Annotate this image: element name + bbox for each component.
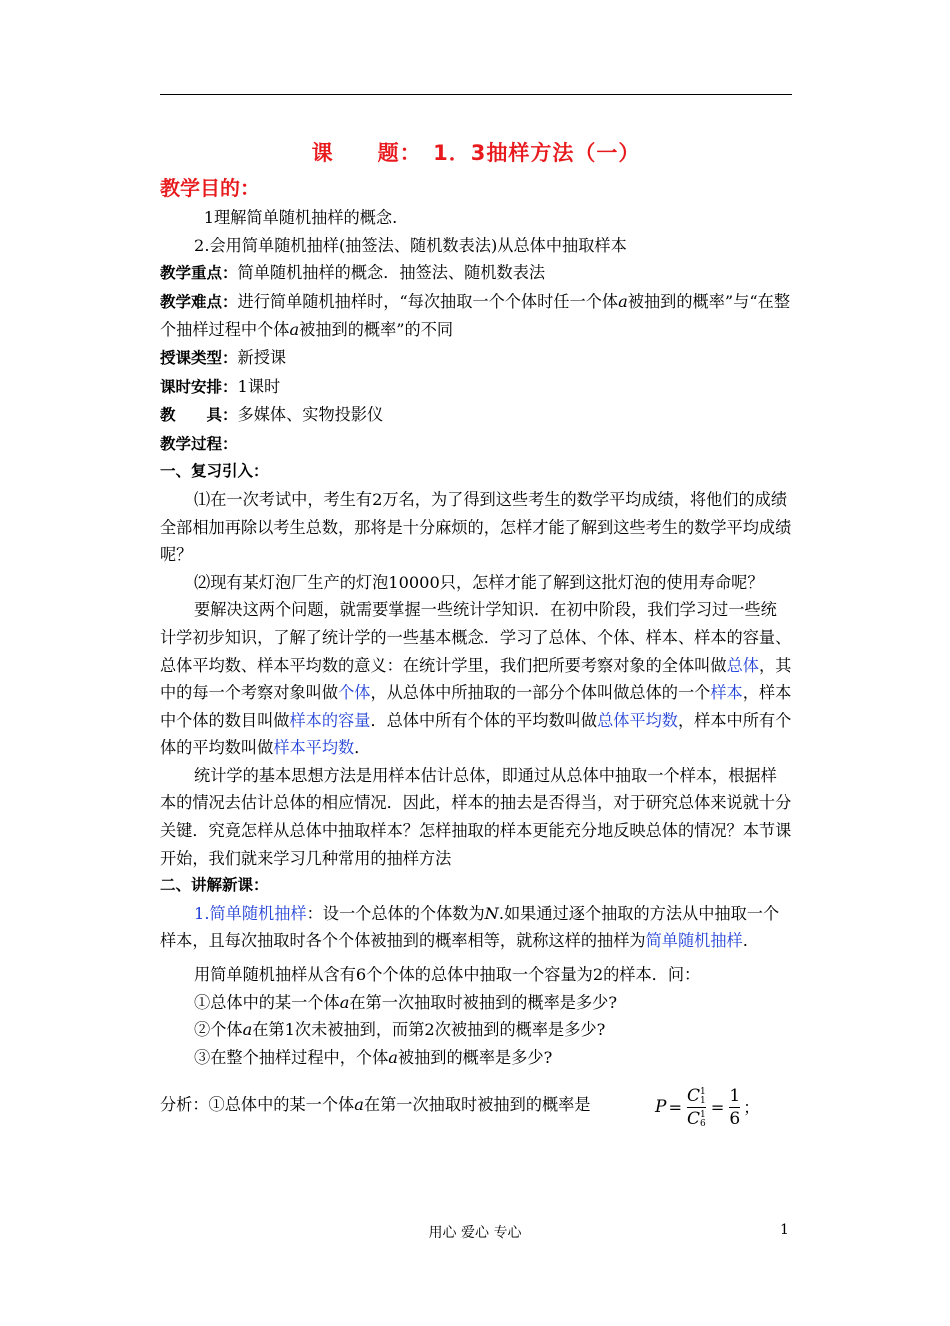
objectives-heading: 教学目的：	[160, 176, 260, 200]
page-title: 课 题： 1．3抽样方法（一）	[311, 141, 641, 165]
text: ，从总体中所抽取的一部分个体叫做总体的一个	[370, 683, 711, 703]
text: 分析：①总体中的某一个体	[160, 1095, 355, 1115]
var-a: a	[388, 1047, 398, 1067]
tools-label: 教 具：	[160, 406, 238, 425]
review-q2: ⑵现有某灯泡厂生产的灯泡10000只，怎样才能了解到这批灯泡的使用寿命呢？	[194, 572, 764, 592]
formula-end: ；	[743, 1098, 760, 1118]
problem-statement: 用简单随机抽样从含有6个个体的总体中抽取一个容量为2的样本．问：	[194, 965, 701, 985]
text: ，其中的每一个考察对象叫做	[160, 655, 792, 703]
den-sup: 1	[700, 1109, 706, 1120]
problem-q2	[160, 1016, 792, 1044]
text: ②个体	[194, 1020, 243, 1040]
schedule-text: 1课时	[237, 376, 281, 396]
var-a: a	[354, 1095, 364, 1115]
var-a: a	[339, 992, 350, 1012]
document-body	[160, 134, 792, 1145]
text: ③在整个抽样过程中，个体	[194, 1047, 389, 1067]
text: 被抽到的概率是多少?	[397, 1047, 553, 1067]
definition-term: 简单随机抽样	[645, 931, 743, 951]
term-pop-mean: 总体平均数	[597, 710, 678, 730]
term-sample-mean: 样本平均数	[273, 738, 355, 758]
text: 要解决这两个问题，就需要掌握一些统计学知识．在初中阶段，我们学习过一些统计学初步知识，了解了统计学的一些基本概念．学习了总体、个体、样本、样本的容量、总体平均数、样本平均数的意义：在统计学里，我们把所要考察对象的全体叫做	[160, 600, 792, 675]
tools	[160, 401, 792, 430]
schedule	[160, 373, 792, 402]
text: ．	[354, 738, 371, 758]
key-points-text: 简单随机抽样的概念．抽签法、随机数表法	[237, 263, 546, 283]
lesson-type	[160, 344, 792, 373]
term-individual: 个体	[338, 683, 371, 703]
var-n: N	[484, 903, 499, 923]
lesson-type-text: 新授课	[237, 347, 287, 367]
text: ，样本中所有个体的平均数叫做	[160, 710, 792, 758]
probability-formula: P = C 1 1 C 1 6 = $\frac{1}{6}$ ；	[655, 1086, 760, 1130]
formula-lhs: P	[655, 1097, 667, 1118]
term-sample-size: 样本的容量	[289, 710, 371, 730]
analysis-text	[160, 1091, 591, 1119]
text: 在第一次抽取时被抽到的概率是	[363, 1095, 591, 1115]
problem-q3	[160, 1044, 792, 1072]
den-base: C	[687, 1109, 701, 1130]
schedule-label: 课时安排：	[160, 377, 238, 396]
analysis	[160, 1085, 792, 1145]
footer-motto: 用心 爱心 专心	[428, 1225, 522, 1241]
review-para1	[160, 596, 792, 762]
header-rule	[160, 94, 792, 95]
objective-item-1: 1理解简单随机抽样的概念.	[203, 208, 398, 227]
var-a: a	[242, 1020, 253, 1040]
result-den: 6	[729, 1109, 741, 1130]
term-sample: 样本	[710, 683, 743, 703]
review-para2: 统计学的基本思想方法是用样本估计总体，即通过从总体中抽取一个样本，根据样本的情况去估计总体的相应情况．因此，样本的抽去是否得当，对于研究总体来说就十分关键．究竟怎样从总体中抽取样本？怎样抽取的样本更能充分地反映总体的情况？本节课开始，我们就来学习几种常用的抽样方法	[160, 765, 792, 868]
result-fraction	[729, 1085, 740, 1130]
var-a: a	[289, 320, 300, 340]
text: ①总体中的某一个体	[194, 992, 340, 1012]
definition-label: 1.简单随机抽样	[194, 903, 307, 923]
text: ．总体中所有个体的平均数叫做	[370, 710, 598, 730]
key-points	[160, 259, 792, 288]
difficulty-text-2: 被抽到的概率”与“在整个抽样过程中个体	[160, 291, 791, 340]
var-a: a	[618, 291, 628, 311]
text: .如果通过逐个抽取的方法从中抽取一个样本，且每次抽取时各个个体被抽到的概率相等，就称这样的抽样为	[160, 903, 780, 951]
difficulty-text-3: 被抽到的概率”的不同	[299, 320, 454, 340]
num-base: C	[687, 1086, 701, 1107]
difficulty-label: 教学难点：	[160, 292, 238, 311]
page-number: 1	[780, 1222, 789, 1238]
text: 在第1次未被抽到，而第2次被抽到的概率是多少?	[252, 1020, 606, 1040]
objective-item-2: 2.会用简单随机抽样(抽签法、随机数表法)从总体中抽取样本	[194, 235, 627, 255]
text: .	[742, 931, 748, 951]
problem-q1	[160, 989, 792, 1017]
new-lesson-heading: 二、讲解新课：	[160, 876, 269, 895]
num-sub: 1	[700, 1095, 706, 1106]
text: ：设一个总体的个体数为	[306, 903, 485, 923]
review-q1: ⑴在一次考试中，考生有2万名，为了得到这些考生的数学平均成绩，将他们的成绩全部相加再除以考生总数，那将是十分麻烦的，怎样才能了解到这些考生的数学平均成绩呢？	[160, 489, 792, 565]
difficulty	[160, 288, 792, 344]
num-sup: 1	[700, 1086, 706, 1097]
definition	[160, 900, 792, 955]
term-population: 总体	[726, 655, 759, 675]
process	[160, 430, 792, 459]
text: ，样本中个体的数目叫做	[160, 683, 792, 730]
lesson-type-label: 授课类型：	[160, 348, 238, 367]
review-heading: 一、复习引入：	[160, 462, 269, 481]
process-label: 教学过程：	[160, 434, 238, 453]
key-points-label: 教学重点：	[160, 264, 238, 283]
combination-fraction	[687, 1085, 706, 1130]
text: 在第一次抽取时被抽到的概率是多少?	[349, 992, 618, 1012]
tools-text: 多媒体、实物投影仪	[237, 405, 384, 425]
result-num: 1	[729, 1086, 741, 1107]
difficulty-text-1: 进行简单随机抽样时，“每次抽取一个个体时任一个体	[237, 291, 619, 311]
den-sub: 6	[700, 1118, 706, 1129]
